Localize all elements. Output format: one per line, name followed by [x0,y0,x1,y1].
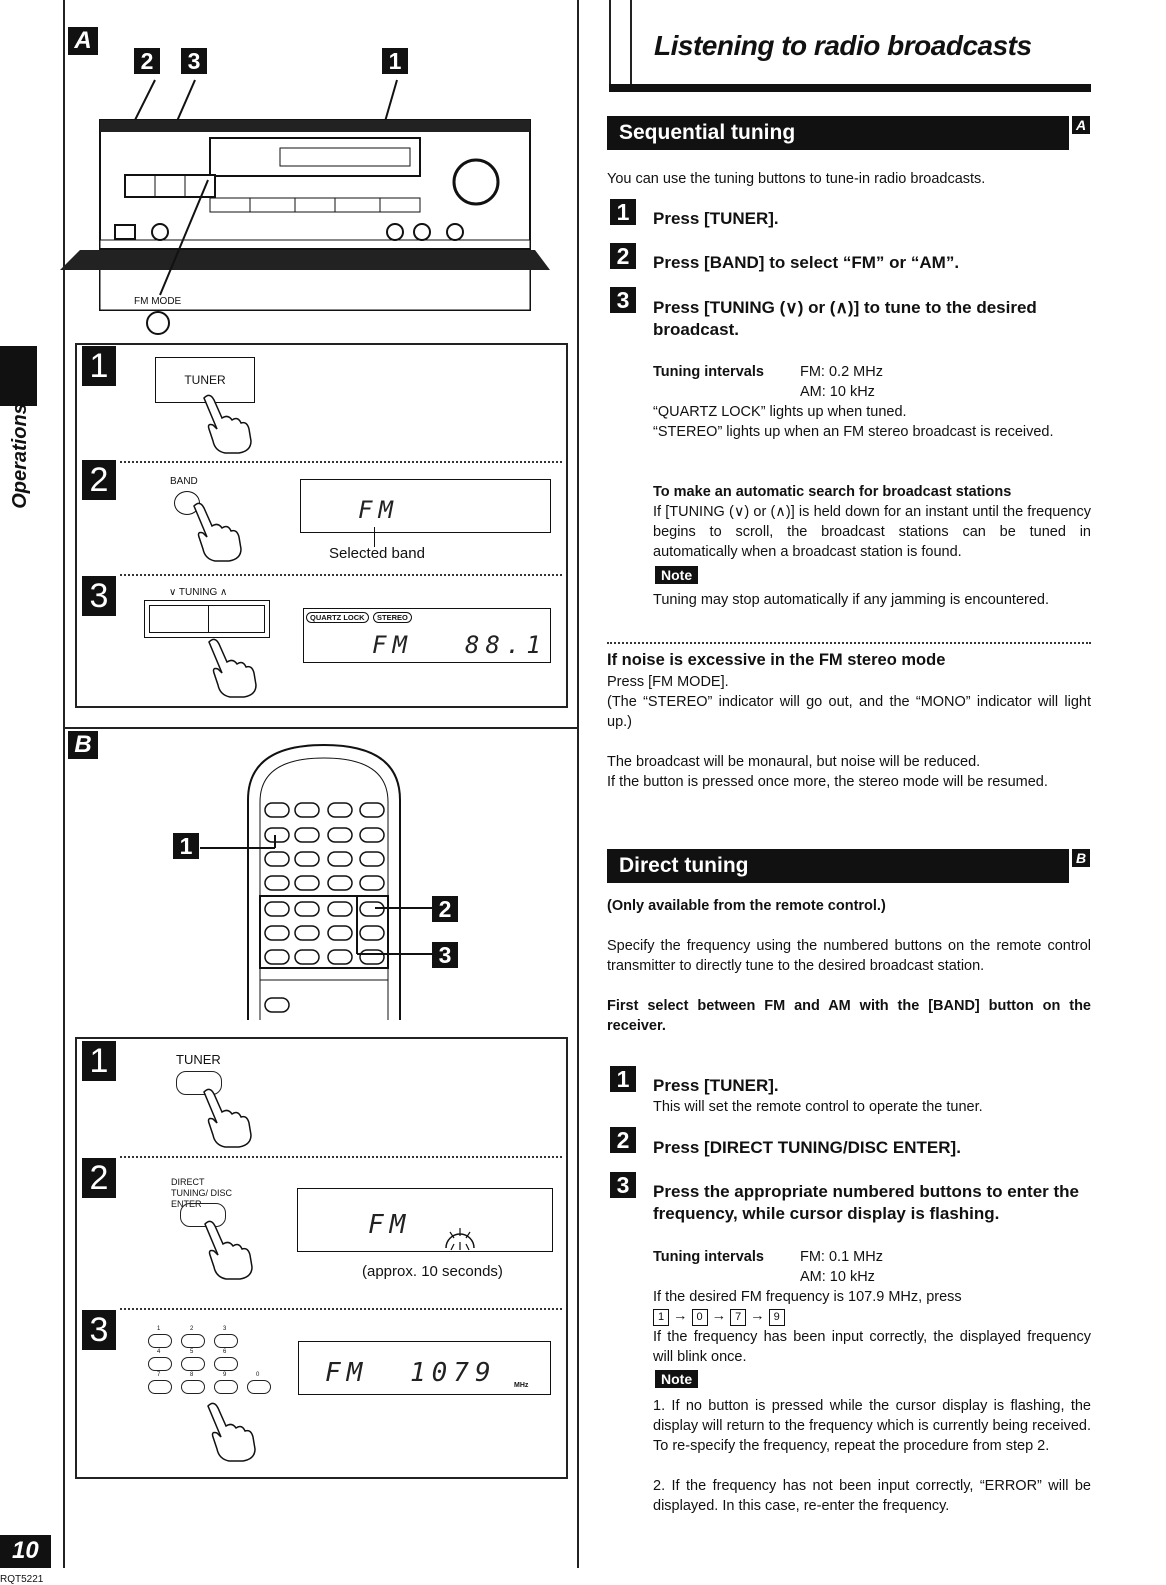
figure-a-callout-1: 1 [382,48,408,74]
arrow-icon: → [711,1308,727,1324]
arrow-icon: → [673,1308,688,1324]
dir-example: If the desired FM frequency is 107.9 MHz, press [653,1289,962,1305]
dir-note-2: 2. If the frequency has not been input correctly, “ERROR” will be displayed. In this case, re-enter the frequency. [653,1478,1091,1514]
fig-b-step-2: 2 [82,1158,116,1198]
title-bracket-inner [630,0,632,88]
key-box: 9 [769,1309,785,1326]
fig-b-step-3: 3 [82,1310,116,1350]
key-label: 9 [223,1372,227,1378]
key-label: 2 [190,1326,194,1332]
lcd-band-text: FM [358,496,399,524]
dir-step-2-text: Press [DIRECT TUNING/DISC ENTER]. [653,1138,961,1157]
hand-icon [186,500,246,562]
remote-control-illustration [170,740,470,1025]
dotted-divider [607,642,1091,644]
fm-mode-button[interactable] [146,311,170,335]
fm-mode-label: FM MODE [134,296,182,307]
band-label: BAND [170,476,198,487]
section-header-sequential: Sequential tuning [607,116,1069,150]
key-button-5[interactable] [181,1357,205,1371]
dir-step-1-sub: This will set the remote control to operate the tuner. [653,1099,983,1115]
divider-dots [120,1308,562,1310]
column-divider [577,0,579,1568]
fig-a-step-3: 3 [82,576,116,616]
seq-step-3-number: 3 [610,287,636,313]
key-label: 3 [223,1326,227,1332]
divider-dots [120,1156,562,1158]
seq-step-2-text: Press [BAND] to select “FM” or “AM”. [653,253,960,272]
key-box: 1 [653,1309,669,1326]
fig-a-step-2: 2 [82,460,116,500]
section-header-direct: Direct tuning [607,849,1069,883]
approx-seconds-label: (approx. 10 seconds) [362,1263,503,1280]
fig-b-step-1: 1 [82,1041,116,1081]
key-button-2[interactable] [181,1334,205,1348]
key-label: 8 [190,1372,194,1378]
dir-intervals-am: AM: 10 kHz [800,1269,875,1285]
arrow-icon: → [750,1308,765,1324]
auto-search-heading: To make an automatic search for broadcast stations [653,484,1012,500]
seq-note-text: Tuning may stop automatically if any jamming is encountered. [653,592,1049,608]
seq-step-1-number: 1 [610,199,636,225]
page-number: 10 [12,1537,39,1564]
dir-step-1-text: Press [TUNER]. [653,1076,779,1095]
figure-b-callout-1: 1 [173,833,199,859]
seq-stereo-text: “STEREO” lights up when an FM stereo broadcast is received. [653,424,1054,440]
lcd-display-direct [297,1188,553,1252]
lcd-mhz-unit: MHz [514,1382,529,1389]
tuning-up-button[interactable] [208,605,265,633]
noise-line-1: Press [FM MODE]. [607,674,729,690]
key-button-7[interactable] [148,1380,172,1394]
key-button-3[interactable] [214,1334,238,1348]
title-rule [609,84,1091,92]
fig-a-step-1: 1 [82,346,116,386]
dir-note-badge: Note [655,1370,698,1388]
direct-tuning-label: DIRECT TUNING/ DISC ENTER [171,1177,233,1209]
title-bracket [609,0,629,87]
key-label: 4 [157,1349,161,1355]
noise-line-4: If the button is pressed once more, the stereo mode will be resumed. [607,774,1048,790]
dir-step-2-number: 2 [610,1127,636,1153]
dir-note-1: 1. If no button is pressed while the cursor display is flashing, the display will return to the frequency which is currently being received. To re-specify the frequency, repeat the procedure from step 2. [653,1398,1091,1454]
key-button-1[interactable] [148,1334,172,1348]
dir-step-1-number: 1 [610,1066,636,1092]
noise-line-2: (The “STEREO” indicator will go out, and the “MONO” indicator will light up.) [607,694,1091,730]
key-sequence [653,1306,785,1326]
key-label: 7 [157,1372,161,1378]
hand-icon [196,392,256,454]
figure-a-callout-3: 3 [181,48,207,74]
lcd-display-band [300,479,551,533]
key-button-6[interactable] [214,1357,238,1371]
lcd-frequency-text: 88.1 [465,631,547,659]
auto-search-text: If [TUNING (∨) or (∧)] is held down for an instant until the frequency begins to scroll, the broadcast stations can be tuned in automatically when a broadcast station is found. [653,504,1091,560]
seq-step-3-text: Press [TUNING (∨) or (∧)] to tune to the desired broadcast. [653,298,1037,339]
remote-tuner-label: TUNER [176,1052,221,1067]
key-label: 5 [190,1349,194,1355]
seq-intervals-label: Tuning intervals [653,364,764,380]
page-title: Listening to radio broadcasts [654,30,1032,61]
key-button-0[interactable] [247,1380,271,1394]
dir-intervals-label: Tuning intervals [653,1249,764,1265]
dir-step-3-number: 3 [610,1172,636,1198]
dir-step-3-text: Press the appropriate numbered buttons to enter the frequency, while cursor display is flashing. [653,1182,1080,1223]
side-tab-label: Operations [9,403,31,509]
direct-first-select: First select between FM and AM with the [BAND] button on the receiver. [607,998,1091,1034]
tuner-button[interactable]: TUNER [155,357,255,403]
doc-code: RQT5221 [0,1574,44,1585]
figure-a-callout-2: 2 [134,48,160,74]
figure-b-steps-frame [75,1037,568,1479]
key-box: 0 [692,1309,708,1326]
noise-heading: If noise is excessive in the FM stereo mode [607,651,946,669]
seq-step-2-number: 2 [610,243,636,269]
cursor-blink-icon [442,1222,478,1256]
seq-step-1-text: Press [TUNER]. [653,209,779,228]
lcd-fm-text: FM [372,631,413,659]
lcd-freq-value: 1079 [410,1358,497,1388]
direct-only-remote: (Only available from the remote control.) [607,898,886,914]
figure-b-divider [63,727,578,729]
key-label: 6 [223,1349,227,1355]
quartz-lock-indicator: QUARTZ LOCK [306,612,369,623]
tuning-down-button[interactable] [149,605,209,633]
section-letter-a: A [1072,116,1090,134]
divider-dots [120,461,562,463]
lcd-pointer-line [374,527,375,547]
dir-intervals-fm: FM: 0.1 MHz [800,1249,883,1265]
key-label: 1 [157,1326,161,1332]
key-box: 7 [730,1309,746,1326]
tuning-label: ∨ TUNING ∧ [169,587,228,598]
seq-note-badge: Note [655,566,698,584]
seq-quartz-text: “QUARTZ LOCK” lights up when tuned. [653,404,907,420]
hand-icon [197,1218,257,1280]
key-button-9[interactable] [214,1380,238,1394]
dir-blink-text: If the frequency has been input correctly, the displayed frequency will blink once. [653,1329,1091,1365]
selected-band-label: Selected band [329,545,425,562]
figure-a-label: A [68,27,98,55]
key-button-4[interactable] [148,1357,172,1371]
figure-b-label: B [68,731,98,759]
section-letter-b: B [1072,849,1090,867]
lcd-direct-fm-text: FM [368,1210,412,1240]
figure-b-callout-2: 2 [432,896,458,922]
key-label: 0 [256,1372,260,1378]
key-button-8[interactable] [181,1380,205,1394]
sequential-intro: You can use the tuning buttons to tune-in radio broadcasts. [607,171,986,187]
seq-intervals-am: AM: 10 kHz [800,384,875,400]
numeric-keypad [148,1326,278,1406]
stereo-indicator: STEREO [373,612,412,623]
hand-icon [196,1086,256,1148]
noise-line-3: The broadcast will be monaural, but noise will be reduced. [607,754,981,770]
figure-b-callout-3: 3 [432,942,458,968]
direct-specify: Specify the frequency using the numbered buttons on the remote control transmitter to directly tune to the desired broadcast station. [607,938,1091,974]
divider-dots [120,574,562,576]
lcd-freq-fm-text: FM [325,1358,369,1388]
hand-icon [200,1400,260,1462]
seq-intervals-fm: FM: 0.2 MHz [800,364,883,380]
hand-icon [201,636,261,698]
